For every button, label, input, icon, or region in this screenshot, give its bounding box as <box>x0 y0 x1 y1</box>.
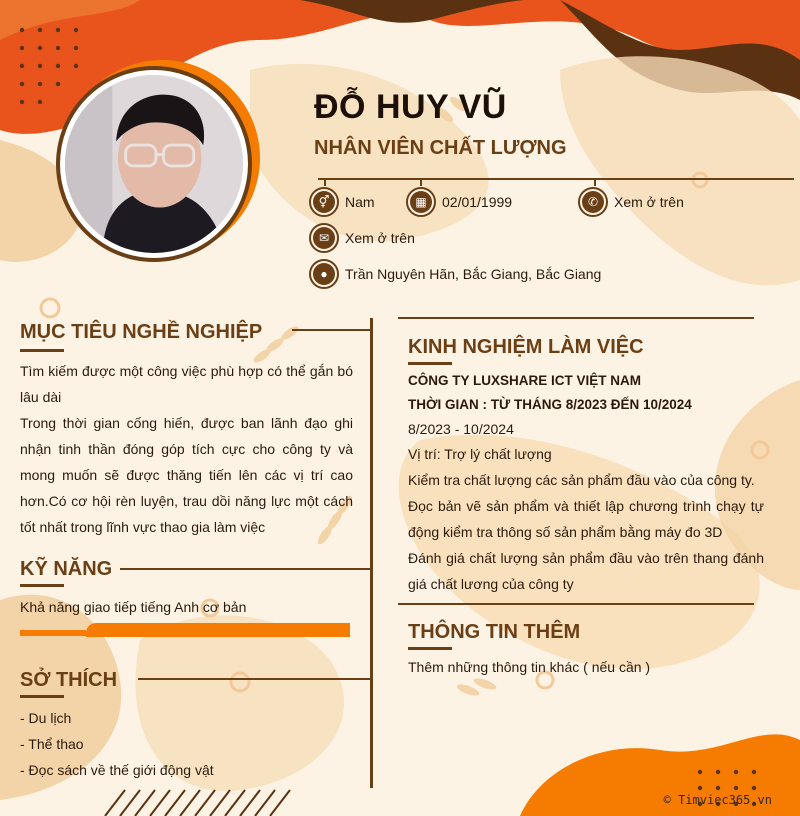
duty-2: Đọc bản vẽ sản phẩm và thiết lập chương trình chạy tự động kiểm tra thông số sản phẩm bằng máy đo 3D <box>408 498 764 540</box>
profile-photo-frame <box>56 60 260 264</box>
header-divider <box>318 178 794 180</box>
hobby-item: - Thể thao <box>20 736 84 752</box>
additional-text: Thêm những thông tin khác ( nếu cần ) <box>408 659 651 675</box>
divider-tick <box>324 178 326 186</box>
skill-name: Khả năng giao tiếp tiếng Anh cơ bản <box>20 599 247 615</box>
hobbies-heading: SỞ THÍCH <box>20 669 118 691</box>
email-value: Xem ở trên <box>345 230 415 246</box>
column-divider <box>370 318 373 788</box>
employment-dates: 8/2023 - 10/2024 <box>408 421 514 437</box>
location-pin-icon: ● <box>309 259 339 289</box>
gender-value: Nam <box>345 194 375 210</box>
hobby-item: - Du lịch <box>20 710 72 726</box>
objective-underline <box>20 349 64 352</box>
additional-underline <box>408 647 452 650</box>
experience-top-rule <box>398 317 754 319</box>
divider-tick <box>420 178 422 186</box>
job-title: NHÂN VIÊN CHẤT LƯỢNG <box>314 137 567 159</box>
experience-heading: KINH NGHIỆM LÀM VIỆC <box>408 336 644 358</box>
objective-rule <box>292 329 372 331</box>
company-name: CÔNG TY LUXSHARE ICT VIỆT NAM <box>408 373 642 388</box>
duty-1: Kiểm tra chất lượng các sản phẩm đầu vào của công ty. <box>408 472 755 488</box>
hobby-item: - Đọc sách về thế giới động vật <box>20 762 214 778</box>
skill-level-bar <box>86 623 350 637</box>
gender-icon: ⚥ <box>309 187 339 217</box>
position: Vị trí: Trợ lý chất lượng <box>408 446 552 462</box>
mail-icon: ✉ <box>309 223 339 253</box>
experience-underline <box>408 362 452 365</box>
phone-icon: ✆ <box>578 187 608 217</box>
employment-period: THỜI GIAN : TỪ THÁNG 8/2023 ĐẾN 10/2024 <box>408 397 692 412</box>
hobbies-rule <box>138 678 372 680</box>
address-value: Trần Nguyên Hãn, Bắc Giang, Bắc Giang <box>345 266 602 282</box>
avatar <box>60 70 248 258</box>
skills-underline <box>20 584 64 587</box>
contact-phone <box>578 187 684 217</box>
skill-bar-track <box>20 630 86 636</box>
candidate-name: ĐỖ HUY VŨ <box>314 88 507 126</box>
skills-heading: KỸ NĂNG <box>20 558 113 580</box>
additional-top-rule <box>398 603 754 605</box>
hobbies-underline <box>20 695 64 698</box>
objective-text-2: Trong thời gian cống hiến, được ban lãnh đạo ghi nhận tinh thần đóng góp tích cực cho công ty và mong muốn sẽ được thăng tiến lên các vị trí cao hơn.Có cơ hội rèn luyện, trau dồi năng lực một cách tốt nhất trong lĩnh vực thao gia làm việc <box>20 415 353 535</box>
phone-value: Xem ở trên <box>614 194 684 210</box>
calendar-icon: ▦ <box>406 187 436 217</box>
divider-tick <box>594 178 596 186</box>
contact-gender <box>309 187 375 217</box>
duty-3: Đánh giá chất lượng sản phẩm đầu vào trên thang đánh giá chất lương của công ty <box>408 550 764 592</box>
birthday-value: 02/01/1999 <box>442 194 513 210</box>
copyright-watermark: © Timviec365.vn <box>663 793 772 807</box>
contact-birthday <box>406 187 512 217</box>
objective-text-1: Tìm kiếm được một công việc phù hợp có thể gắn bó lâu dài <box>20 363 353 405</box>
contact-email <box>309 223 415 253</box>
skills-rule <box>120 568 372 570</box>
objective-heading: MỤC TIÊU NGHỀ NGHIỆP <box>20 321 263 343</box>
additional-heading: THÔNG TIN THÊM <box>408 621 581 643</box>
contact-address <box>309 259 601 289</box>
